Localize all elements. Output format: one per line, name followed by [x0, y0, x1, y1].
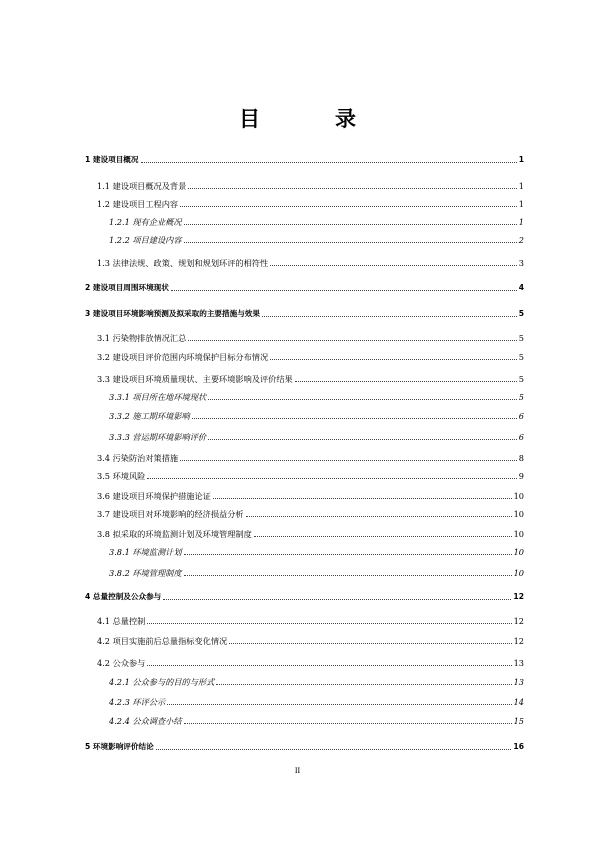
toc-entry-page: 15: [513, 716, 524, 726]
toc-entry-title: 2 建设项目周围环境现状: [85, 283, 169, 292]
toc-leader-dots: [270, 265, 517, 266]
toc-entry-page: 5: [518, 392, 524, 402]
toc-entry[interactable]: [109, 215, 524, 227]
toc-entry-title: 1.2 建设项目工程内容: [97, 199, 179, 209]
toc-entry[interactable]: [97, 372, 524, 384]
toc-entry-title: 4 总量控制及公众参与: [85, 592, 162, 601]
toc-entry-page: 10: [513, 509, 524, 519]
toc-leader-dots: [147, 665, 511, 666]
toc-entry[interactable]: [97, 489, 524, 501]
toc-entry-page: 4: [518, 283, 524, 292]
toc-entry-title: 4.2.3 环评公示: [109, 697, 166, 707]
toc-entry[interactable]: [97, 634, 524, 646]
toc-entry-page: 12: [513, 616, 524, 626]
toc-entry[interactable]: [109, 545, 524, 557]
toc-entry[interactable]: [85, 281, 524, 293]
toc-leader-dots: [163, 599, 511, 600]
toc-entry-page: 5: [518, 309, 524, 318]
toc-entry-page: 10: [513, 529, 524, 539]
toc-entry-page: 1: [518, 155, 524, 164]
toc-entry-title: 3.8 拟采取的环境监测计划及环境管理制度: [97, 529, 252, 539]
toc-entry-title: 1.2.2 项目建设内容: [109, 235, 182, 245]
toc-leader-dots: [216, 684, 511, 685]
toc-entry[interactable]: [97, 256, 524, 268]
toc-entry-page: 5: [518, 374, 524, 384]
toc-entry-title: 3.2 建设项目评价范围内环境保护目标分布情况: [97, 352, 269, 362]
toc-leader-dots: [184, 224, 517, 225]
page-number: II: [294, 766, 301, 775]
toc-entry-page: 1: [518, 217, 524, 227]
toc-leader-dots: [156, 749, 512, 750]
toc-entry-title: 4.2 公众参与: [97, 658, 146, 668]
toc-entry[interactable]: [97, 527, 524, 539]
toc-entry-page: 12: [513, 636, 524, 646]
toc-entry-title: 3.8.2 环境管理制度: [109, 568, 182, 578]
toc-entry-page: 2: [518, 235, 524, 245]
toc-leader-dots: [262, 316, 517, 317]
toc-entry-title: 4.2.1 公众参与的目的与形式: [109, 677, 215, 687]
toc-leader-dots: [254, 536, 512, 537]
toc-entry-title: 3.3 建设项目环境质量现状、主要环境影响及评价结果: [97, 374, 293, 384]
toc-entry-title: 1.3 法律法规、政策、规划和规划环评的相符性: [97, 258, 269, 268]
toc-entry-page: 10: [513, 568, 524, 578]
toc-leader-dots: [167, 704, 511, 705]
toc-entry-title: 4.2 项目实施前后总量指标变化情况: [97, 636, 228, 646]
toc-leader-dots: [246, 516, 512, 517]
toc-leader-dots: [213, 498, 512, 499]
toc-entry-page: 6: [518, 432, 524, 442]
toc-entry-title: 3.6 建设项目环境保护措施论证: [97, 491, 211, 501]
toc-entry[interactable]: [109, 409, 524, 421]
toc-leader-dots: [208, 399, 517, 400]
toc-leader-dots: [147, 478, 516, 479]
toc-entry[interactable]: [97, 451, 524, 463]
toc-entry-page: 9: [518, 471, 524, 481]
toc-leader-dots: [188, 340, 516, 341]
toc-leader-dots: [295, 381, 517, 382]
toc-entry-title: 1 建设项目概况: [85, 155, 139, 164]
toc-entry-page: 13: [513, 677, 524, 687]
toc-entry-title: 3.7 建设项目对环境影响的经济损益分析: [97, 509, 244, 519]
toc-entry-title: 1.1 建设项目概况及背景: [97, 181, 187, 191]
toc-entry-title: 4.1 总量控制: [97, 616, 146, 626]
toc-entry-page: 6: [518, 411, 524, 421]
toc-entry[interactable]: [109, 675, 524, 687]
toc-leader-dots: [208, 439, 517, 440]
toc-entry[interactable]: [109, 714, 524, 726]
toc-leader-dots: [188, 188, 516, 189]
toc-entry[interactable]: [85, 307, 524, 319]
toc-entry-page: 10: [513, 547, 524, 557]
toc-entry-title: 3.3.2 施工期环境影响: [109, 411, 190, 421]
toc-leader-dots: [192, 418, 517, 419]
toc-entry-title: 4.2.4 公众调查小结: [109, 716, 182, 726]
page-title: 目 录: [239, 106, 383, 131]
toc-entry-page: 10: [513, 491, 524, 501]
toc-entry[interactable]: [97, 507, 524, 519]
toc-entry[interactable]: [109, 695, 524, 707]
toc-entry-title: 3.4 污染防治对策措施: [97, 453, 179, 463]
toc-entry-page: 3: [518, 258, 524, 268]
toc-entry-title: 3.3.1 项目所在地环境现状: [109, 392, 207, 402]
toc-entry[interactable]: [97, 350, 524, 362]
toc-leader-dots: [141, 162, 517, 163]
toc-entry-page: 13: [513, 658, 524, 668]
toc-leader-dots: [270, 359, 517, 360]
toc-entry-title: 3.8.1 环境监测计划: [109, 547, 182, 557]
toc-leader-dots: [184, 723, 512, 724]
toc-entry-title: 3.3.3 营运期环境影响评价: [109, 432, 207, 442]
toc-entry-title: 3.1 污染物排放情况汇总: [97, 333, 187, 343]
toc-entry-page: 8: [518, 453, 524, 463]
toc-entry[interactable]: [109, 390, 524, 402]
toc-entry[interactable]: [109, 566, 524, 578]
toc-entry[interactable]: [97, 656, 524, 668]
toc-entry-title: 5 环境影响评价结论: [85, 742, 154, 751]
toc-leader-dots: [180, 206, 517, 207]
toc-leader-dots: [184, 575, 512, 576]
toc-entry-page: 14: [513, 697, 524, 707]
toc-entry-title: 3 建设项目环境影响预测及拟采取的主要措施与效果: [85, 309, 260, 318]
toc-entry[interactable]: [109, 430, 524, 442]
toc-entry-page: 1: [518, 181, 524, 191]
toc-entry[interactable]: [85, 153, 524, 165]
toc-leader-dots: [229, 643, 511, 644]
toc-entry-title: 3.5 环境风险: [97, 471, 146, 481]
toc-leader-dots: [180, 460, 517, 461]
toc-entry[interactable]: [97, 469, 524, 481]
toc-entry-page: 5: [518, 352, 524, 362]
toc-entry[interactable]: [85, 590, 524, 602]
toc-leader-dots: [184, 554, 512, 555]
toc-entry[interactable]: [85, 740, 524, 752]
toc-entry-page: 12: [513, 592, 524, 601]
toc-entry-page: 1: [518, 199, 524, 209]
toc-entry-title: 1.2.1 现有企业概况: [109, 217, 182, 227]
toc-entry[interactable]: [97, 179, 524, 191]
toc-entry[interactable]: [97, 614, 524, 626]
toc-leader-dots: [147, 623, 511, 624]
toc-entry-page: 5: [518, 333, 524, 343]
toc-entry[interactable]: [97, 331, 524, 343]
toc-entry[interactable]: [109, 233, 524, 245]
toc-entry[interactable]: [97, 197, 524, 209]
toc-leader-dots: [171, 290, 517, 291]
toc-entry-page: 16: [513, 742, 524, 751]
toc-leader-dots: [184, 242, 517, 243]
